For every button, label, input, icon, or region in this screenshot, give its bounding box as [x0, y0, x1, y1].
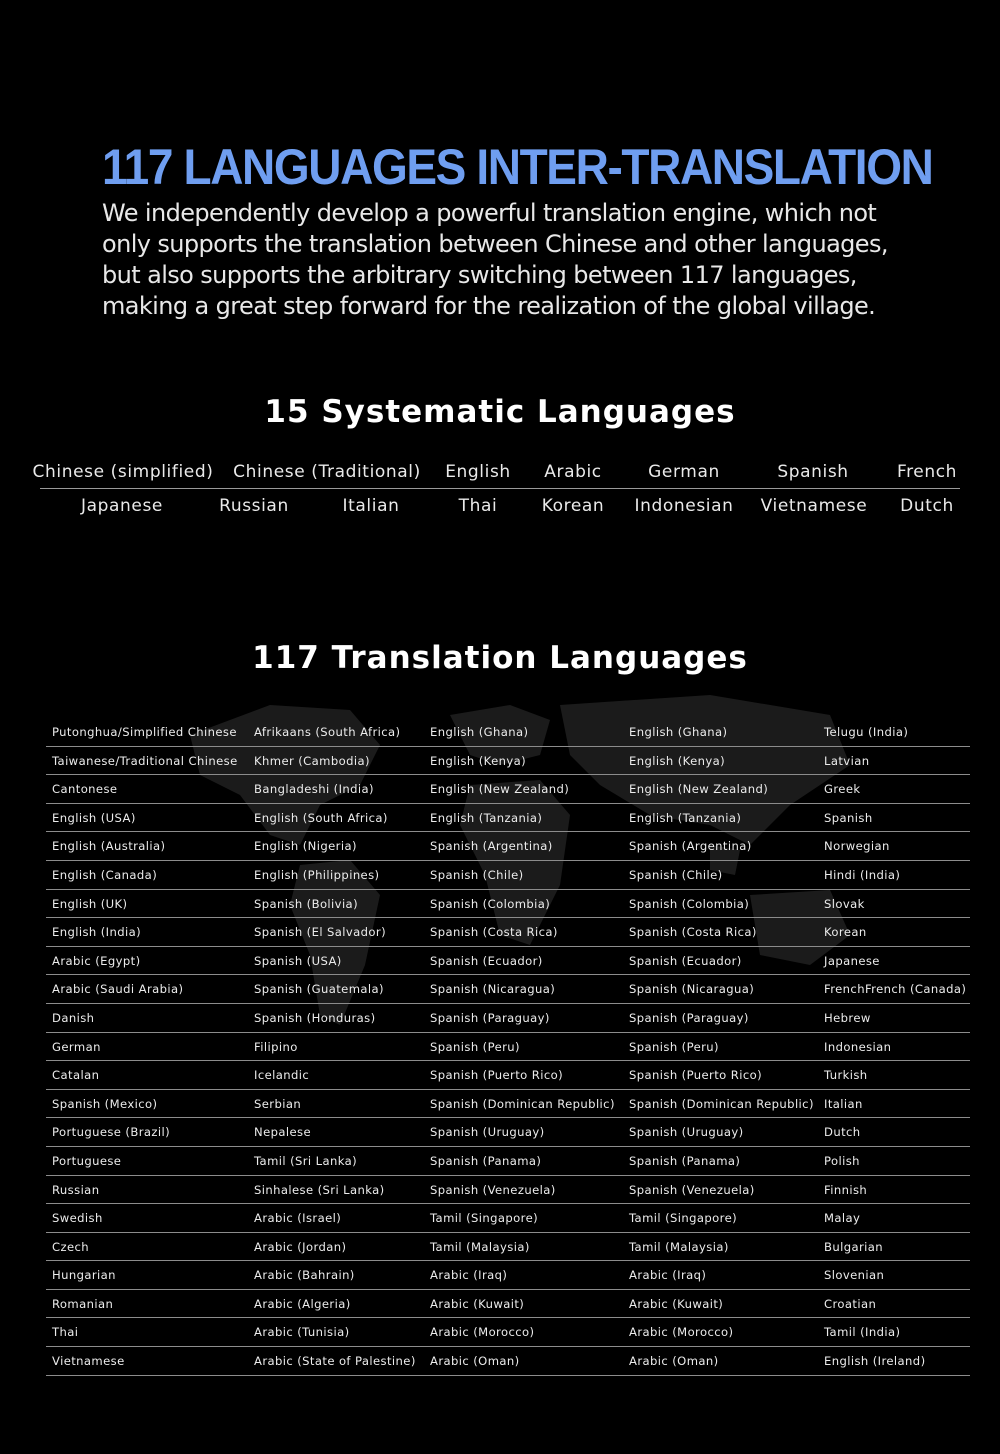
systematic-language: Italian — [342, 496, 400, 516]
table-row — [46, 1318, 970, 1347]
language-cell: Tamil (Malaysia) — [629, 1239, 729, 1254]
language-cell: Czech — [52, 1239, 90, 1254]
language-cell: Tamil (India) — [824, 1325, 901, 1340]
language-cell: Bulgarian — [824, 1239, 884, 1254]
language-cell: Spanish (Puerto Rico) — [430, 1068, 564, 1083]
language-cell: English (New Zealand) — [430, 782, 570, 797]
language-cell: FrenchFrench (Canada) — [824, 982, 967, 997]
language-cell: Swedish — [52, 1211, 103, 1226]
table-row — [46, 1118, 970, 1147]
language-cell: Hungarian — [52, 1268, 116, 1283]
language-cell: English (Canada) — [52, 867, 158, 882]
language-cell: Spanish (Colombia) — [430, 896, 551, 911]
table-row — [46, 1033, 970, 1062]
language-cell: Italian — [824, 1096, 863, 1111]
language-cell: Spanish (Venezuela) — [430, 1182, 556, 1197]
language-cell: Danish — [52, 1010, 95, 1025]
systematic-language: Japanese — [81, 496, 163, 516]
table-row — [46, 804, 970, 833]
table-row — [46, 1090, 970, 1119]
language-cell: Spanish (Peru) — [629, 1039, 719, 1054]
language-cell: Spanish (Dominican Republic) — [629, 1096, 814, 1111]
table-row — [46, 1004, 970, 1033]
table-row — [46, 1061, 970, 1090]
language-cell: Spanish (Argentina) — [430, 839, 553, 854]
language-cell: English (New Zealand) — [629, 782, 769, 797]
language-cell: English (Kenya) — [629, 753, 726, 768]
language-cell: Nepalese — [254, 1125, 311, 1140]
language-cell: Arabic (Kuwait) — [629, 1296, 724, 1311]
language-cell: English (UK) — [52, 896, 128, 911]
language-cell: Norwegian — [824, 839, 890, 854]
language-cell: Hindi (India) — [824, 867, 901, 882]
language-cell: Tamil (Singapore) — [629, 1211, 738, 1226]
language-cell: Spanish (Puerto Rico) — [629, 1068, 763, 1083]
language-cell: Spanish (Dominican Republic) — [430, 1096, 615, 1111]
table-row — [46, 1233, 970, 1262]
systematic-language: Korean — [541, 496, 605, 516]
language-cell: Telugu (India) — [824, 725, 909, 739]
language-cell: Japanese — [824, 953, 880, 968]
language-cell: English (USA) — [52, 810, 136, 825]
language-cell: Spanish (Ecuador) — [430, 953, 543, 968]
table-row — [46, 918, 970, 947]
systematic-language: Indonesian — [634, 496, 734, 516]
language-cell: Spanish (Honduras) — [254, 1010, 376, 1025]
language-cell: Bangladeshi (India) — [254, 782, 374, 797]
language-cell: Greek — [824, 782, 861, 797]
language-cell: Spanish (Panama) — [430, 1153, 542, 1168]
language-cell: Spanish (Colombia) — [629, 896, 750, 911]
language-cell: Filipino — [254, 1039, 298, 1054]
language-cell: Arabic (Jordan) — [254, 1239, 347, 1254]
language-cell: Spanish (Costa Rica) — [430, 925, 558, 940]
language-cell: Slovak — [824, 896, 865, 911]
language-cell: Spanish (Costa Rica) — [629, 925, 757, 940]
language-cell: English (Ghana) — [430, 725, 529, 739]
table-row — [46, 747, 970, 776]
language-cell: Romanian — [52, 1296, 114, 1311]
language-cell: Spanish (Uruguay) — [629, 1125, 744, 1140]
language-cell: Serbian — [254, 1096, 302, 1111]
language-cell: Spanish (Argentina) — [629, 839, 752, 854]
language-cell: Spanish (Panama) — [629, 1153, 741, 1168]
translation-languages-title: 117 Translation Languages — [252, 640, 748, 676]
systematic-language: Spanish — [777, 462, 849, 482]
language-cell: Sinhalese (Sri Lanka) — [254, 1182, 385, 1197]
language-cell: Spanish (Nicaragua) — [430, 982, 556, 997]
language-cell: Arabic (Morocco) — [629, 1325, 734, 1340]
systematic-language: Chinese (Traditional) — [233, 462, 421, 482]
language-cell: Thai — [52, 1325, 79, 1340]
language-cell: Spanish (Chile) — [629, 867, 723, 882]
language-cell: Indonesian — [824, 1039, 892, 1054]
language-cell: Turkish — [824, 1068, 868, 1083]
language-cell: English (India) — [52, 925, 142, 940]
table-row — [46, 1261, 970, 1290]
language-cell: Arabic (Bahrain) — [254, 1268, 355, 1283]
language-cell: Khmer (Cambodia) — [254, 753, 370, 768]
table-row — [46, 890, 970, 919]
language-cell: Russian — [52, 1182, 100, 1197]
table-row — [46, 718, 970, 747]
table-row — [46, 1176, 970, 1205]
systematic-language: Arabic — [544, 462, 602, 482]
language-cell: English (Tanzania) — [629, 810, 742, 825]
systematic-language: French — [896, 462, 958, 482]
language-cell: Tamil (Malaysia) — [430, 1239, 530, 1254]
language-cell: Arabic (Iraq) — [430, 1268, 508, 1283]
language-cell: Arabic (Oman) — [430, 1354, 520, 1369]
language-cell: Arabic (Tunisia) — [254, 1325, 350, 1340]
table-row — [46, 1147, 970, 1176]
language-cell: English (Tanzania) — [430, 810, 543, 825]
language-cell: Arabic (Morocco) — [430, 1325, 535, 1340]
language-cell: Spanish (Ecuador) — [629, 953, 742, 968]
table-row — [46, 832, 970, 861]
language-cell: English (Ireland) — [824, 1354, 926, 1369]
language-cell: Catalan — [52, 1068, 100, 1083]
language-cell: Spanish (Mexico) — [52, 1096, 158, 1111]
language-cell: English (South Africa) — [254, 810, 388, 825]
language-cell: Arabic (Israel) — [254, 1211, 342, 1226]
language-cell: Afrikaans (South Africa) — [254, 725, 401, 739]
table-row — [46, 1347, 970, 1376]
language-cell: Putonghua/Simplified Chinese — [52, 725, 237, 739]
language-cell: Finnish — [824, 1182, 868, 1197]
language-cell: Spanish (El Salvador) — [254, 925, 387, 940]
language-cell: Spanish (Nicaragua) — [629, 982, 755, 997]
language-cell: Malay — [824, 1211, 861, 1226]
systematic-language: German — [648, 462, 720, 482]
language-cell: German — [52, 1039, 101, 1054]
language-cell: English (Philippines) — [254, 867, 380, 882]
language-cell: Tamil (Sri Lanka) — [254, 1153, 358, 1168]
systematic-language: Vietnamese — [760, 496, 868, 516]
language-cell: Spanish (Guatemala) — [254, 982, 384, 997]
systematic-language: English — [445, 462, 511, 482]
language-cell: Arabic (Algeria) — [254, 1296, 351, 1311]
systematic-languages-title: 15 Systematic Languages — [264, 394, 736, 430]
language-cell: Slovenian — [824, 1268, 885, 1283]
language-cell: Icelandic — [254, 1068, 310, 1083]
translation-languages-table — [46, 718, 970, 1376]
headline: 117 LANGUAGES INTER-TRANSLATION — [102, 139, 933, 195]
language-cell: English (Ghana) — [629, 725, 728, 739]
language-cell: Polish — [824, 1153, 860, 1168]
table-row — [46, 1204, 970, 1233]
language-cell: Spanish (USA) — [254, 953, 342, 968]
systematic-language: Russian — [219, 496, 289, 516]
language-cell: Spanish (Uruguay) — [430, 1125, 545, 1140]
language-cell: Arabic (Saudi Arabia) — [52, 982, 184, 997]
language-cell: Spanish — [824, 810, 873, 825]
language-cell: Spanish (Venezuela) — [629, 1182, 755, 1197]
language-cell: Spanish (Paraguay) — [430, 1010, 550, 1025]
language-cell: English (Nigeria) — [254, 839, 357, 854]
language-cell: Spanish (Chile) — [430, 867, 524, 882]
table-row — [46, 1290, 970, 1319]
language-cell: Taiwanese/Traditional Chinese — [52, 753, 238, 768]
systematic-languages-row — [32, 456, 960, 489]
table-row — [46, 861, 970, 890]
language-cell: Arabic (Oman) — [629, 1354, 719, 1369]
language-cell: Portuguese — [52, 1153, 122, 1168]
language-cell: English (Kenya) — [430, 753, 527, 768]
language-cell: Arabic (State of Palestine) — [254, 1354, 416, 1369]
language-cell: Spanish (Peru) — [430, 1039, 520, 1054]
language-cell: Vietnamese — [52, 1354, 125, 1369]
language-cell: Portuguese (Brazil) — [52, 1125, 171, 1140]
language-cell: Croatian — [824, 1296, 877, 1311]
systematic-languages-row — [40, 490, 960, 522]
language-cell: Arabic (Iraq) — [629, 1268, 707, 1283]
language-cell: Korean — [824, 925, 867, 940]
language-cell: Arabic (Kuwait) — [430, 1296, 525, 1311]
table-row — [46, 775, 970, 804]
language-cell: Arabic (Egypt) — [52, 953, 141, 968]
systematic-language: Dutch — [900, 496, 954, 516]
language-cell: Spanish (Bolivia) — [254, 896, 358, 911]
intro-paragraph: We independently develop a powerful translation engine, which not only supports the translation between Chinese and other languages, but also supports the arbitrary switching between 117 languages, making a great step forward for the realization of the global village. — [102, 199, 888, 320]
language-cell: Latvian — [824, 753, 870, 768]
language-cell: English (Australia) — [52, 839, 166, 854]
language-cell: Spanish (Paraguay) — [629, 1010, 749, 1025]
language-cell: Tamil (Singapore) — [430, 1211, 539, 1226]
systematic-language: Chinese (simplified) — [32, 462, 214, 482]
systematic-language: Thai — [458, 496, 498, 516]
language-cell: Hebrew — [824, 1010, 871, 1025]
table-row — [46, 947, 970, 976]
language-cell: Cantonese — [52, 782, 118, 797]
table-row — [46, 975, 970, 1004]
language-cell: Dutch — [824, 1125, 861, 1140]
